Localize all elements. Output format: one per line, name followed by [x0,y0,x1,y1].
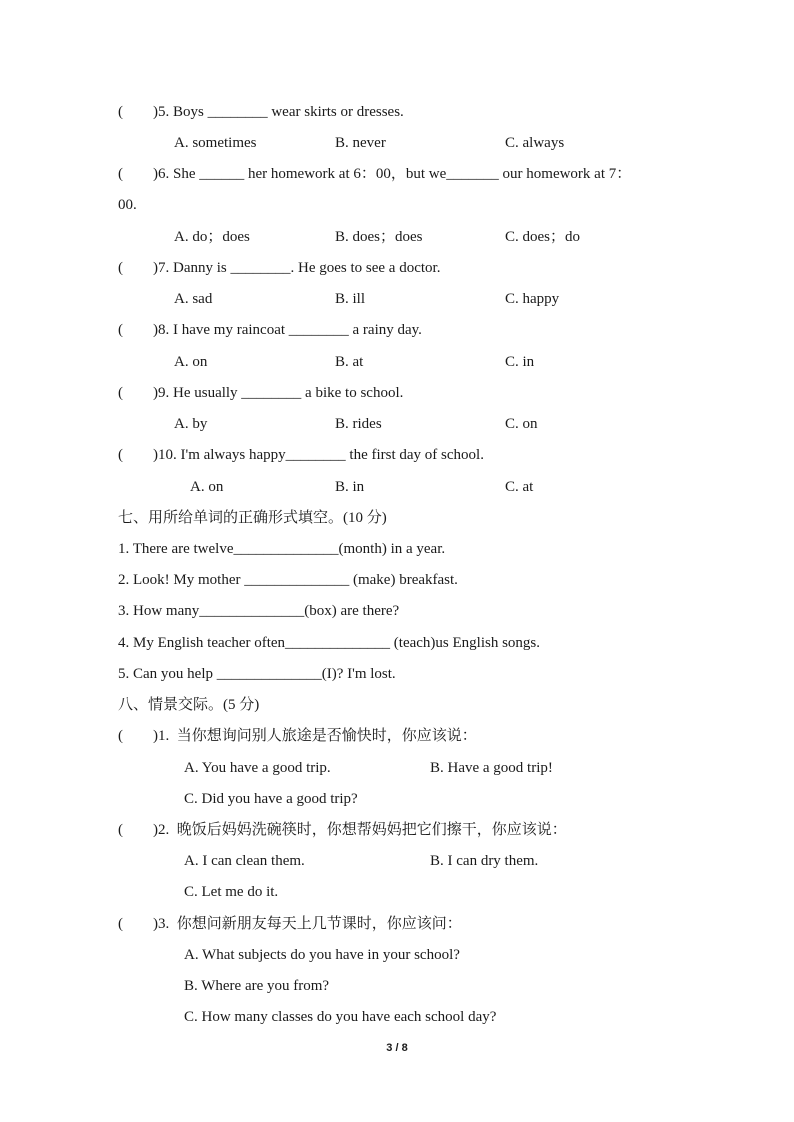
question-5-option-a: A. sometimes [174,135,257,151]
section-8-q2-option-a: A. I can clean them. [184,853,305,869]
section-8-q1-option-c: C. Did you have a good trip? [184,791,358,807]
section-7-item-2: 2. Look! My mother ______________ (make) breakfast. [118,572,458,588]
question-9-option-b: B. rides [335,416,382,432]
section-7-item-5: 5. Can you help ______________(I)? I'm lost. [118,666,396,682]
section-8-q1-stem: ( )1. 当你想询问别人旅途是否愉快时，你应该说： [118,728,477,744]
question-5-stem: ( )5. Boys ________ wear skirts or dresses. [118,104,404,120]
section-8-q2-option-b: B. I can dry them. [430,853,539,869]
question-8-option-c: C. in [505,354,535,370]
section-8-q1-option-b: B. Have a good trip! [430,760,553,776]
section-8-q2-stem: ( )2. 晚饭后妈妈洗碗筷时，你想帮妈妈把它们擦干，你应该说： [118,822,567,838]
question-7-option-c: C. happy [505,291,560,307]
question-8-option-a: A. on [174,354,208,370]
page-number: 3 / 8 [386,1042,408,1054]
question-10-option-c: C. at [505,479,534,495]
question-5-option-b: B. never [335,135,386,151]
section-7-item-1: 1. There are twelve______________(month) in a year. [118,541,446,557]
question-10-stem: ( )10. I'm always happy________ the first day of school. [118,447,484,463]
section-8-q3-stem: ( )3. 你想问新朋友每天上几节课时，你应该问： [118,916,462,932]
section-7-item-4: 4. My English teacher often______________ (teach)us English songs. [118,635,541,651]
section-7-title: 七、用所给单词的正确形式填空。(10 分) [118,510,387,526]
question-6-stem-continued: 00. [118,197,137,213]
question-6-option-b: B. does；does [335,229,423,245]
question-6-option-c: C. does；do [505,229,581,245]
question-10-option-b: B. in [335,479,365,495]
section-8-q3-option-c: C. How many classes do you have each school day? [184,1009,497,1025]
section-8-q1-option-a: A. You have a good trip. [184,760,331,776]
question-9-stem: ( )9. He usually ________ a bike to school. [118,385,404,401]
question-9-option-a: A. by [174,416,208,432]
question-7-stem: ( )7. Danny is ________. He goes to see a doctor. [118,260,441,276]
question-6-option-a: A. do；does [174,229,250,245]
question-10-option-a: A. on [190,479,224,495]
section-8-title: 八、情景交际。(5 分) [118,697,260,713]
question-5-option-c: C. always [505,135,565,151]
section-8-q3-option-b: B. Where are you from? [184,978,330,994]
question-8-stem: ( )8. I have my raincoat ________ a rainy day. [118,322,422,338]
section-8-q2-option-c: C. Let me do it. [184,884,279,900]
section-7-item-3: 3. How many______________(box) are there? [118,603,400,619]
section-8-q3-option-a: A. What subjects do you have in your school? [184,947,460,963]
question-8-option-b: B. at [335,354,364,370]
question-7-option-a: A. sad [174,291,213,307]
question-7-option-b: B. ill [335,291,366,307]
question-6-stem: ( )6. She ______ her homework at 6：00，but we_______ our homework at 7： [118,166,632,182]
question-9-option-c: C. on [505,416,538,432]
